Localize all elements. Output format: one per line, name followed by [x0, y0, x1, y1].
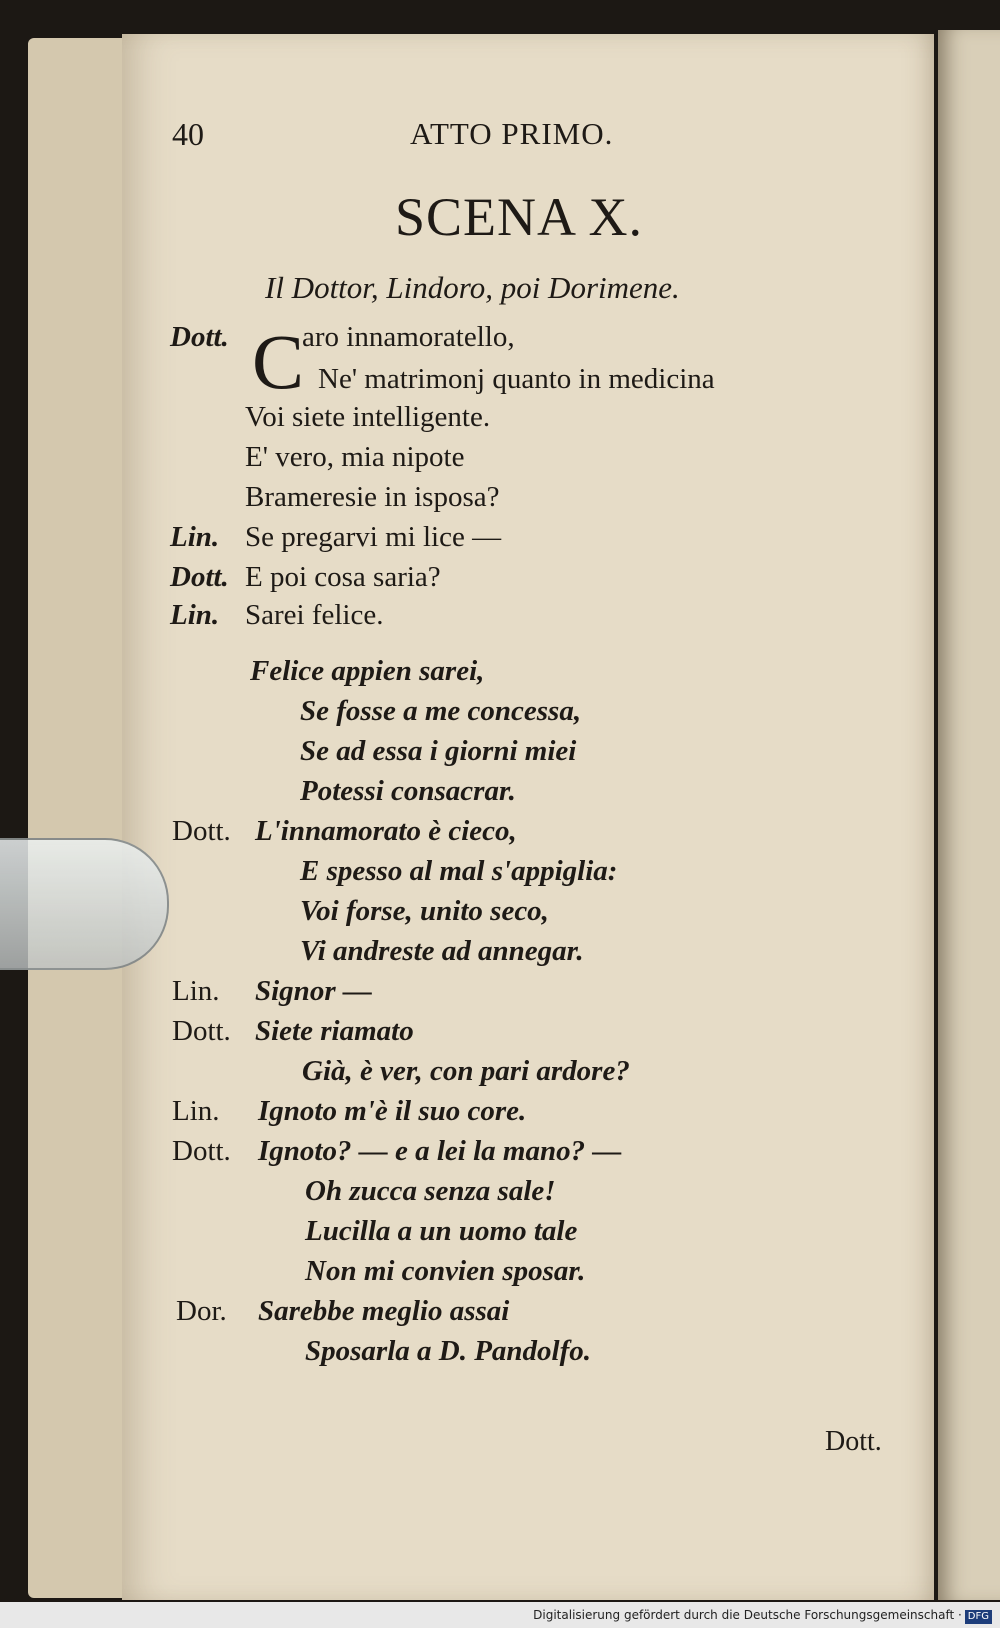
speaker-label: Dott.: [172, 815, 231, 847]
speaker-label: Lin.: [172, 975, 220, 1007]
speaker-label: Dor.: [176, 1295, 227, 1327]
verse-line: Ignoto? — e a lei la mano? —: [258, 1135, 622, 1167]
speaker-label: Dott.: [170, 561, 229, 593]
dfg-logo: DFG: [965, 1610, 992, 1624]
catchword: Dott.: [825, 1426, 882, 1457]
verse-line: Voi forse, unito seco,: [300, 895, 549, 927]
verse-line: L'innamorato è cieco,: [255, 815, 517, 847]
speaker-label: Lin.: [170, 521, 220, 553]
verse-line: Lucilla a un uomo tale: [305, 1215, 578, 1247]
page-holder-clip: [0, 838, 169, 970]
verse-line: E spesso al mal s'appiglia:: [300, 855, 618, 887]
cast-line: Il Dottor, Lindoro, poi Dorimene.: [265, 270, 680, 305]
verse-line: Siete riamato: [255, 1015, 414, 1047]
verse-line: Se ad essa i giorni miei: [300, 735, 577, 767]
footer-text: Digitalisierung gefördert durch die Deutsche Forschungsgemeinschaft ·: [533, 1608, 962, 1622]
verse-line: Sarei felice.: [245, 599, 384, 631]
speaker-label: Dott.: [172, 1015, 231, 1047]
verse-line: aro innamoratello,: [302, 321, 515, 353]
verse-line: Ignoto m'è il suo core.: [258, 1095, 527, 1127]
verse-line: Felice appien sarei,: [250, 655, 485, 687]
verse-line: Voi siete intelligente.: [245, 401, 491, 433]
verse-line: E poi cosa saria?: [245, 561, 441, 593]
verse-line: E' vero, mia nipote: [245, 441, 465, 473]
footer-credit: [0, 1602, 1000, 1628]
verse-line: Sarebbe meglio assai: [258, 1295, 510, 1327]
speaker-label: Lin.: [172, 1095, 220, 1127]
page-number: 40: [172, 116, 204, 152]
verse-line: Oh zucca senza sale!: [305, 1175, 556, 1207]
speaker-label: Lin.: [170, 599, 220, 631]
verse-line: Brameresie in isposa?: [245, 481, 500, 513]
verse-line: Sposarla a D. Pandolfo.: [305, 1335, 592, 1367]
verse-line: Potessi consacrar.: [300, 775, 516, 807]
verse-line: Vi andreste ad annegar.: [300, 935, 584, 967]
verse-line: Ne' matrimonj quanto in medicina: [318, 363, 715, 395]
verse-line: Già, è ver, con pari ardore?: [302, 1055, 630, 1087]
scene-title: SCENA X.: [395, 187, 644, 247]
verse-line: Signor —: [255, 975, 372, 1007]
speaker-label: Dott.: [172, 1135, 231, 1167]
verse-line: Non mi convien sposar.: [305, 1255, 586, 1287]
drop-cap: C: [252, 318, 305, 405]
verse-line: Se fosse a me concessa,: [300, 695, 582, 727]
act-title: ATTO PRIMO.: [410, 116, 614, 151]
speaker-label: Dott.: [170, 321, 229, 353]
adjacent-page: [938, 30, 1000, 1600]
verse-line: Se pregarvi mi lice —: [245, 521, 502, 553]
